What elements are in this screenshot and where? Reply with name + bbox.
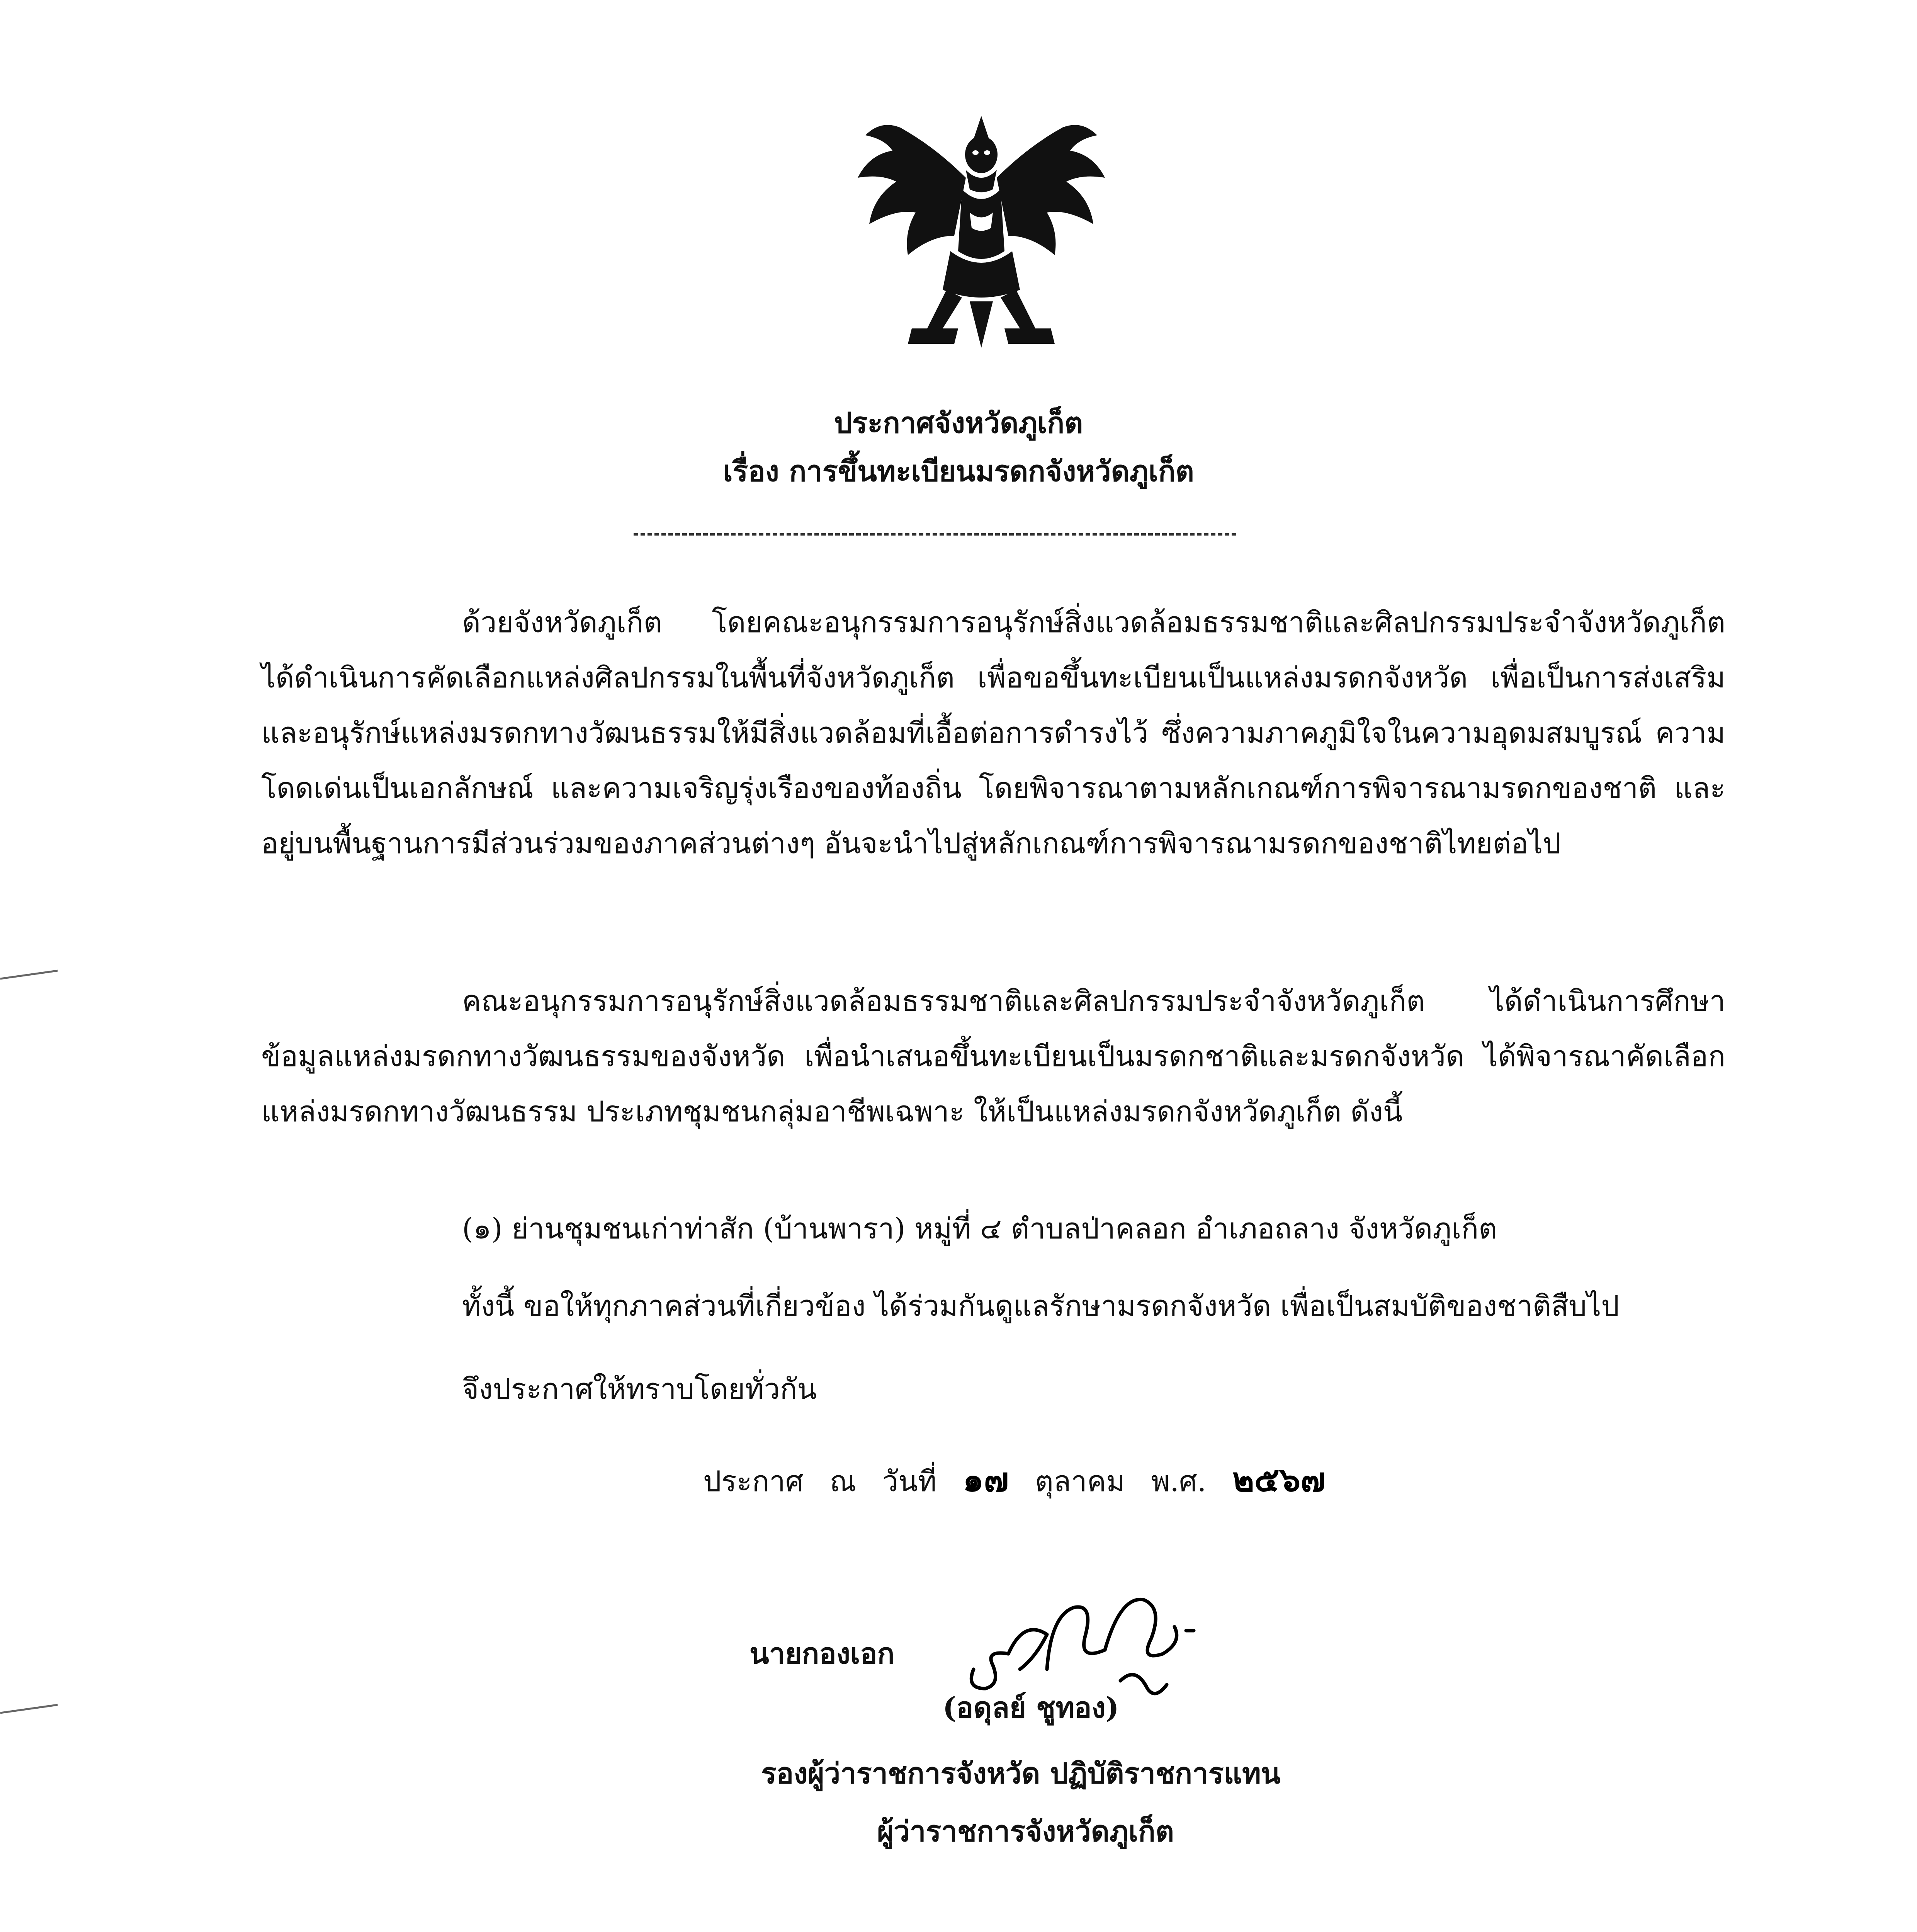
date-day: ๑๗ — [962, 1460, 1009, 1499]
date-at: ณ — [829, 1465, 856, 1498]
paragraph-1: ด้วยจังหวัดภูเก็ต โดยคณะอนุกรรมการอนุรักษ์สิ่งแวดล้อมธรรมชาติและศิลปกรรมประจำจังหวัดภูเก็ต ได้ดำเนินการคัดเลือกแหล่งศิลปกรรมในพื้นที่จังหวัดภูเก็ต เพื่อขอขึ้นทะเบียนเป็นแหล่งมรดกจังหวัด เพื่อเป็นการส่งเสริมและอนุรักษ์แหล่งมรดกทางวัฒนธรรมให้มีสิ่งแวดล้อมที่เอื้อต่อการดำรงไว้ ซึ่งความภาคภูมิใจในความอุดมสมบูรณ์ ความโดดเด่นเป็นเอกลักษณ์ และความเจริญรุ่งเรืองของท้องถิ่น โดยพิจารณาตามหลักเกณฑ์การพิจารณามรดกของชาติ และอยู่บนพื้นฐานการมีส่วนร่วมของภาคส่วนต่างๆ อันจะนำไปสู่หลักเกณฑ์การพิจารณามรดกของชาติไทยต่อไป — [261, 606, 1725, 860]
date-year: ๒๕๖๗ — [1232, 1460, 1326, 1499]
title-separator — [634, 533, 1236, 536]
garuda-emblem-icon — [850, 112, 1113, 352]
signer-name: (อดุลย์ ชูทอง) — [943, 1691, 1119, 1725]
heritage-item-1: (๑) ย่านชุมชนเก่าท่าสัก (บ้านพารา) หมู่ที่ ๔ ตำบลป่าคลอก อำเภอถลาง จังหวัดภูเก็ต — [462, 1212, 1497, 1245]
date-era: พ.ศ. — [1151, 1465, 1207, 1498]
paragraph-2: คณะอนุกรรมการอนุรักษ์สิ่งแวดล้อมธรรมชาติและศิลปกรรมประจำจังหวัดภูเก็ต ได้ดำเนินการศึกษาข้อมูลแหล่งมรดกทางวัฒนธรรมของจังหวัด เพื่อนำเสนอขึ้นทะเบียนเป็นมรดกชาติและมรดกจังหวัด ได้พิจารณาคัดเลือกแหล่งมรดกทางวัฒนธรรม ประเภทชุมชนกลุ่มอาชีพเฉพาะ ให้เป็นแหล่งมรดกจังหวัดภูเก็ต ดังนี้ — [261, 985, 1725, 1128]
signer-position-line-2: ผู้ว่าราชการจังหวัดภูเก็ต — [877, 1815, 1174, 1848]
date-prefix: ประกาศ — [703, 1465, 804, 1498]
signer-position-line-1: รองผู้ว่าราชการจังหวัด ปฏิบัติราชการแทน — [761, 1757, 1281, 1790]
document-title: ประกาศจังหวัดภูเก็ต — [834, 406, 1083, 440]
date-day-label: วันที่ — [882, 1465, 937, 1498]
signer-rank: นายกองเอก — [749, 1637, 895, 1670]
announcement-date — [703, 1461, 1343, 1501]
document-subject: เรื่อง การขึ้นทะเบียนมรดกจังหวัดภูเก็ต — [723, 455, 1194, 488]
announcement-statement: จึงประกาศให้ทราบโดยทั่วกัน — [462, 1372, 817, 1406]
closing-statement: ทั้งนี้ ขอให้ทุกภาคส่วนที่เกี่ยวข้อง ได้ร่วมกันดูแลรักษามรดกจังหวัด เพื่อเป็นสมบัติของชาติสืบไป — [462, 1289, 1620, 1323]
date-month: ตุลาคม — [1035, 1465, 1125, 1498]
scan-mark — [0, 970, 58, 980]
scan-mark — [0, 1704, 58, 1714]
